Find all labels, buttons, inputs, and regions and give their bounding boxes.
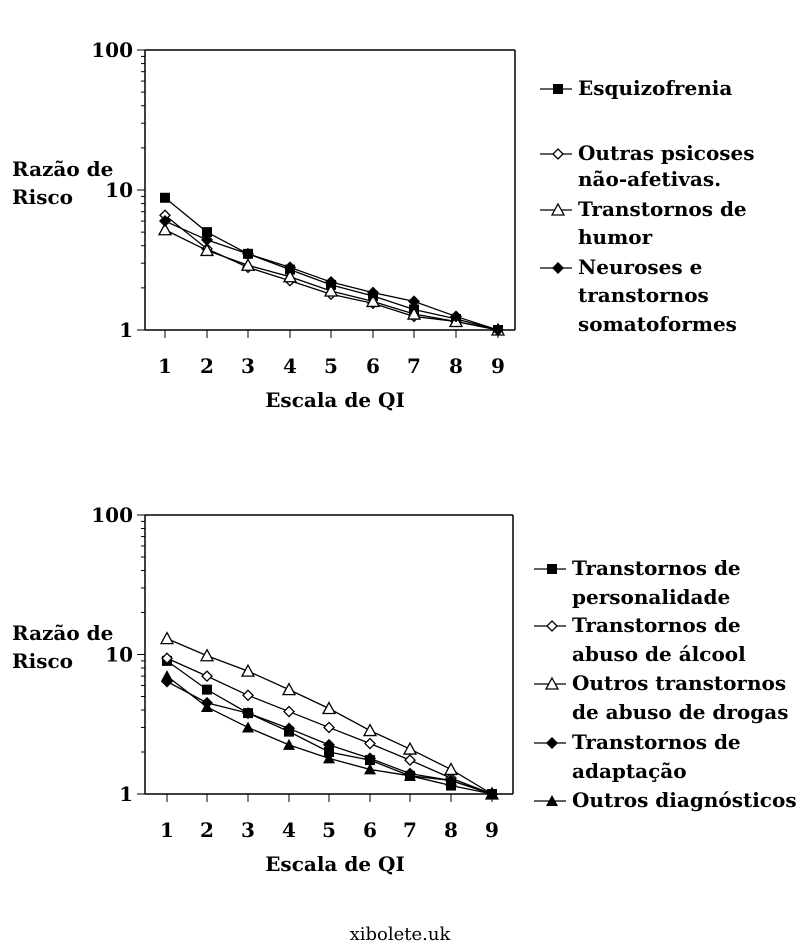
- legend-label: abuso de álcool: [572, 642, 746, 666]
- y-axis-label: Razão de: [12, 157, 114, 181]
- legend-label: adaptação: [572, 759, 687, 783]
- data-point: [160, 193, 170, 203]
- x-tick-label: 1: [160, 818, 174, 842]
- x-tick-label: 7: [407, 354, 421, 378]
- legend-marker: [552, 262, 564, 274]
- data-point: [243, 690, 253, 700]
- legend-marker: [547, 621, 557, 631]
- x-tick-label: 6: [366, 354, 380, 378]
- legend-label: Outras psicoses: [578, 141, 755, 165]
- legend-label: Transtornos de: [572, 730, 741, 754]
- legend-label: Transtornos de: [572, 556, 741, 580]
- legend-label: Outros transtornos: [572, 671, 787, 695]
- legend-label: Transtornos de: [578, 197, 747, 221]
- data-point: [201, 650, 213, 661]
- x-axis-label: Escala de QI: [265, 852, 405, 876]
- x-tick-label: 5: [322, 818, 336, 842]
- data-point: [202, 685, 212, 695]
- legend-label: Esquizofrenia: [578, 76, 733, 100]
- data-point: [202, 671, 212, 681]
- chart-bottom: [12, 503, 797, 876]
- legend-label: transtornos: [578, 283, 709, 307]
- data-point: [405, 755, 415, 765]
- data-point: [161, 633, 173, 644]
- x-tick-label: 4: [283, 354, 297, 378]
- y-tick-label: 100: [91, 38, 133, 62]
- series-line: [167, 682, 492, 794]
- x-tick-label: 5: [324, 354, 338, 378]
- series-line: [165, 221, 498, 330]
- legend-label: humor: [578, 225, 653, 249]
- data-point: [323, 703, 335, 714]
- y-axis-label: Risco: [12, 185, 73, 209]
- legend-marker: [547, 564, 557, 574]
- series-line: [165, 198, 498, 330]
- footer-watermark: xibolete.uk: [349, 924, 451, 945]
- series-line: [167, 639, 492, 794]
- data-point: [445, 763, 457, 774]
- legend-marker: [546, 737, 558, 749]
- data-point: [324, 722, 334, 732]
- x-tick-label: 8: [444, 818, 458, 842]
- x-axis-label: Escala de QI: [265, 388, 405, 412]
- y-tick-label: 1: [119, 318, 133, 342]
- y-axis-label: Razão de: [12, 621, 114, 645]
- data-point: [365, 739, 375, 749]
- x-tick-label: 7: [403, 818, 417, 842]
- legend-label: personalidade: [572, 585, 731, 609]
- y-tick-label: 1: [119, 782, 133, 806]
- data-point: [242, 259, 254, 270]
- x-tick-label: 4: [282, 818, 296, 842]
- legend-marker: [553, 149, 563, 159]
- data-point: [161, 670, 173, 681]
- data-point: [242, 721, 254, 732]
- data-point: [283, 684, 295, 695]
- x-tick-label: 9: [485, 818, 499, 842]
- series-line: [167, 676, 492, 794]
- legend-label: Neuroses e: [578, 255, 703, 279]
- x-tick-label: 2: [200, 818, 214, 842]
- legend-marker: [553, 84, 563, 94]
- y-tick-label: 100: [91, 503, 133, 527]
- data-point: [364, 725, 376, 736]
- data-point: [283, 739, 295, 750]
- legend-label: Transtornos de: [572, 613, 741, 637]
- data-point: [284, 707, 294, 717]
- data-point: [404, 743, 416, 754]
- y-tick-label: 10: [105, 642, 133, 667]
- x-tick-label: 8: [449, 354, 463, 378]
- x-tick-label: 3: [241, 354, 255, 378]
- x-tick-label: 9: [491, 354, 505, 378]
- x-tick-label: 1: [158, 354, 172, 378]
- x-tick-label: 2: [200, 354, 214, 378]
- x-tick-label: 3: [241, 818, 255, 842]
- x-tick-label: 6: [363, 818, 377, 842]
- chart-top: [12, 38, 755, 412]
- legend-label: Outros diagnósticos: [572, 788, 797, 812]
- y-axis-label: Risco: [12, 649, 73, 673]
- legend-label: não-afetivas.: [578, 167, 722, 191]
- legend-label: de abuso de drogas: [572, 700, 789, 724]
- data-point: [242, 665, 254, 676]
- y-tick-label: 10: [105, 178, 133, 202]
- legend-label: somatoformes: [578, 312, 737, 336]
- series-line: [165, 215, 498, 330]
